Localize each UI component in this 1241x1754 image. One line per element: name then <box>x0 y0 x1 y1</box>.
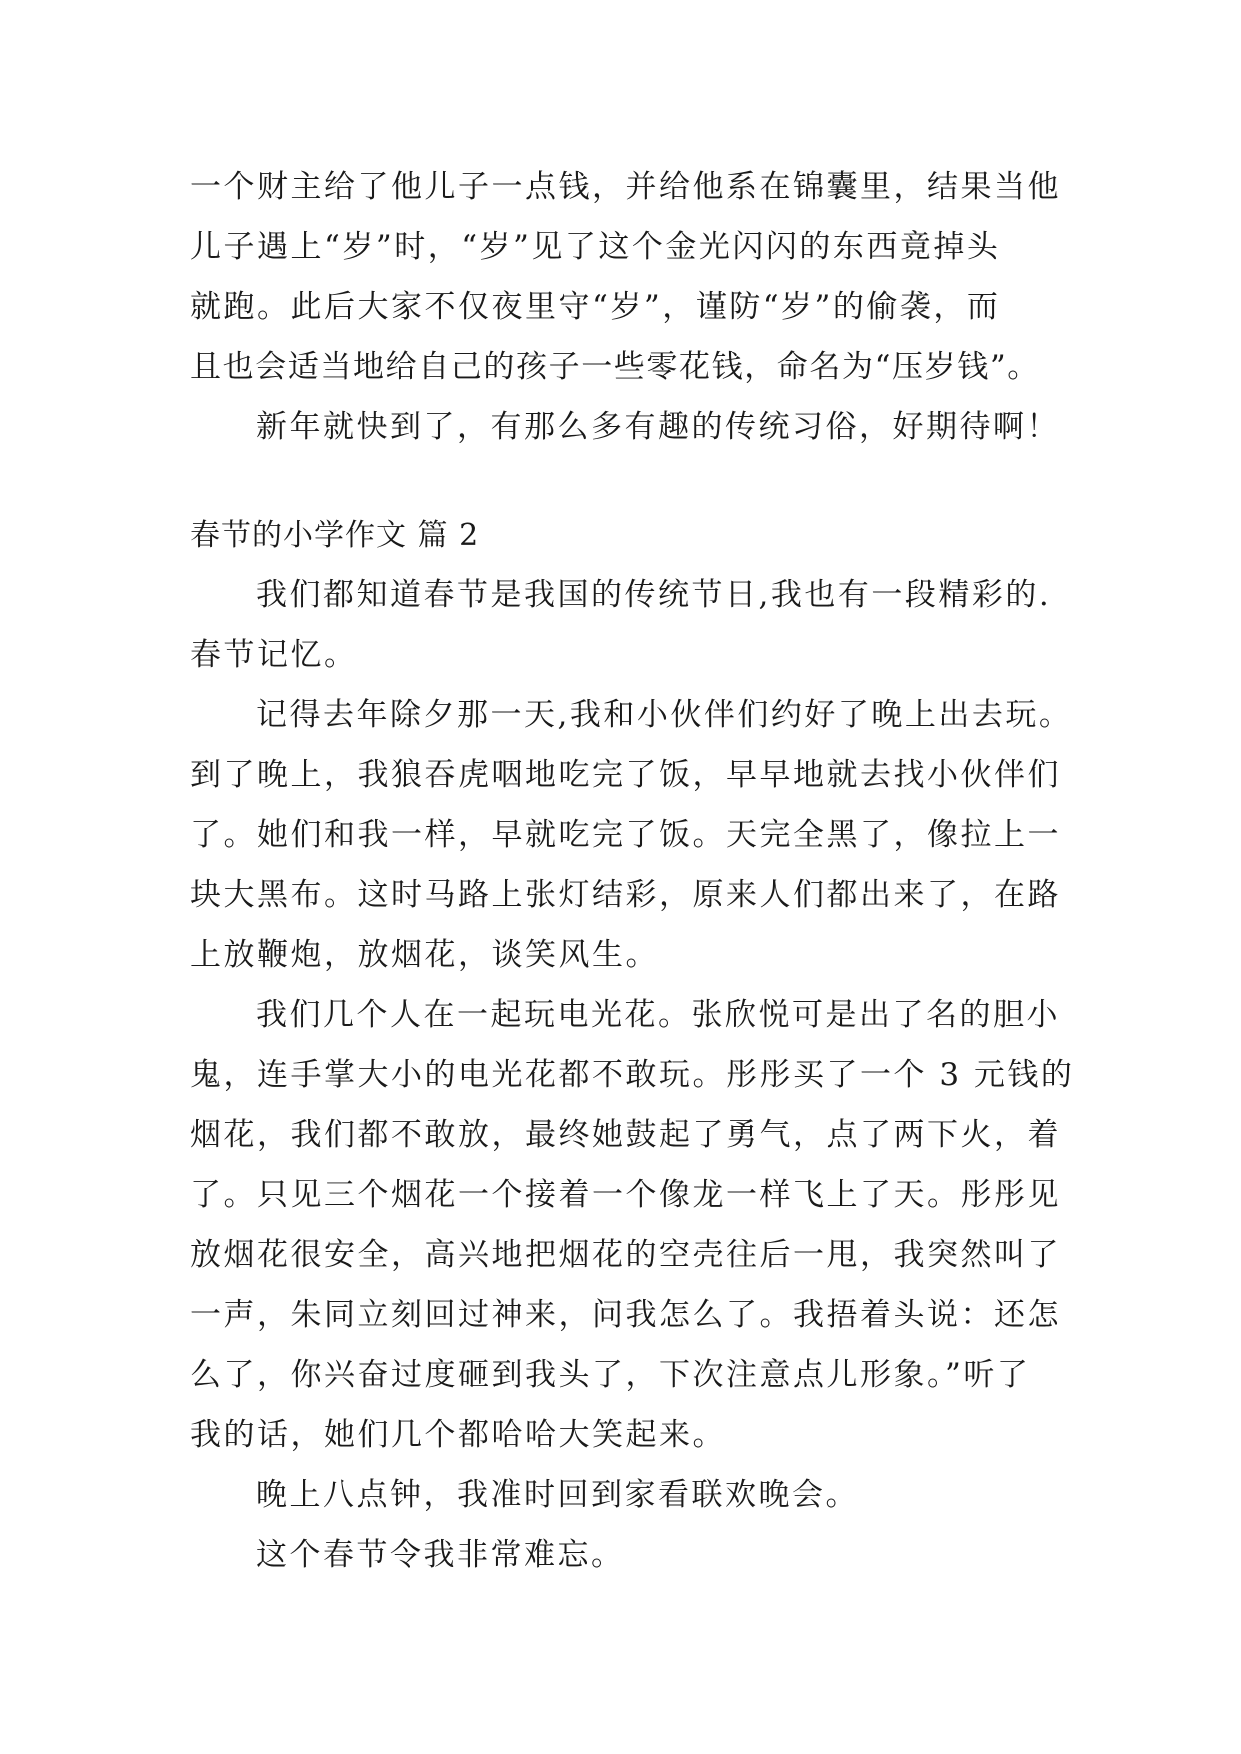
paragraph-line: 了。只见三个烟花一个接着一个像龙一样飞上了天。彤彤见 <box>190 1177 1061 1213</box>
paragraph-line: 就跑。此后大家不仅夜里守“岁”，谨防“岁”的偷袭，而 <box>190 289 1001 325</box>
paragraph-line: 我们都知道春节是我国的传统节日,我也有一段精彩的. <box>256 577 1052 613</box>
paragraph-line: 烟花，我们都不敢放，最终她鼓起了勇气，点了两下火，着 <box>190 1117 1061 1153</box>
paragraph-line: 放烟花很安全，高兴地把烟花的空壳往后一甩，我突然叫了 <box>190 1237 1061 1273</box>
paragraph-line: 么了，你兴奋过度砸到我头了，下次注意点儿形象。”听了 <box>190 1357 1031 1393</box>
paragraph-line: 块大黑布。这时马路上张灯结彩，原来人们都出来了，在路 <box>190 877 1061 913</box>
paragraph-line: 晚上八点钟，我准时回到家看联欢晚会。 <box>256 1477 859 1513</box>
paragraph-line: 新年就快到了，有那么多有趣的传统习俗，好期待啊！ <box>256 409 1060 445</box>
paragraph-line: 一个财主给了他儿子一点钱，并给他系在锦囊里，结果当他 <box>190 169 1061 205</box>
paragraph-line: 这个春节令我非常难忘。 <box>256 1537 625 1573</box>
paragraph-line: 了。她们和我一样，早就吃完了饭。天完全黑了，像拉上一 <box>190 817 1061 853</box>
paragraph-line: 儿子遇上“岁”时，“岁”见了这个金光闪闪的东西竟掉头 <box>190 229 1001 265</box>
section-1-text <box>190 157 1070 457</box>
paragraph-line: 到了晚上，我狼吞虎咽地吃完了饭，早早地就去找小伙伴们 <box>190 757 1061 793</box>
section-2-title-block <box>190 506 1070 566</box>
section-title: 春节的小学作文 篇 2 <box>190 518 480 553</box>
section-2-text <box>190 565 1075 1585</box>
paragraph-line: 我的话，她们几个都哈哈大笑起来。 <box>190 1417 726 1453</box>
paragraph-line: 且也会适当地给自己的孩子一些零花钱，命名为“压岁钱”。 <box>190 349 1040 385</box>
paragraph-line: 鬼，连手掌大小的电光花都不敢玩。彤彤买了一个 3 元钱的 <box>190 1057 1075 1093</box>
paragraph-line: 一声，朱同立刻回过神来，问我怎么了。我捂着头说：还怎 <box>190 1297 1061 1333</box>
paragraph-line: 春节记忆。 <box>190 637 358 673</box>
paragraph-line: 我们几个人在一起玩电光花。张欣悦可是出了名的胆小 <box>256 997 1060 1033</box>
paragraph-line: 上放鞭炮，放烟花，谈笑风生。 <box>190 937 659 973</box>
paragraph-line: 记得去年除夕那一天,我和小伙伴们约好了晚上出去玩。 <box>256 697 1073 733</box>
